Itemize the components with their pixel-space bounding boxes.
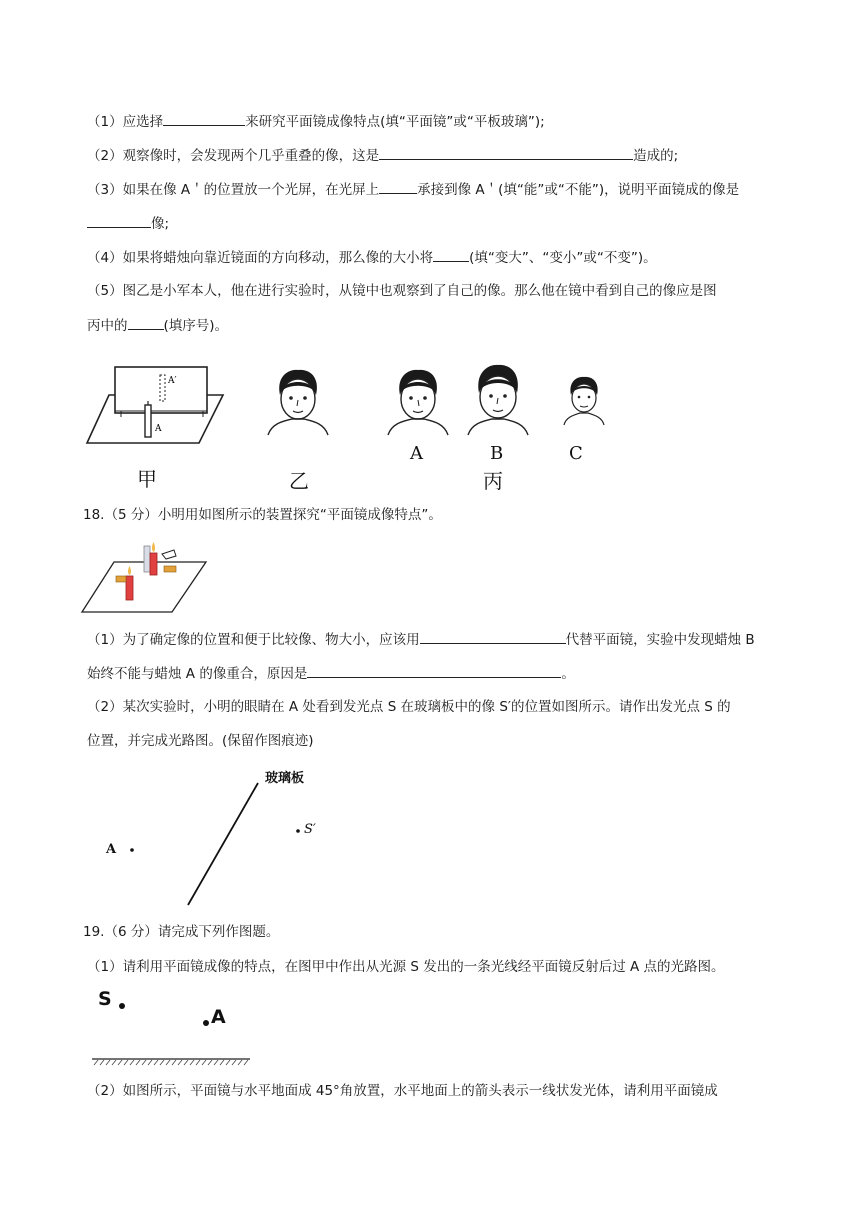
q17-p4-text-b: (填“变大”、“变小”或“不变”)。: [469, 250, 657, 266]
q18-p2-text-b: 位置，并完成光路图。(保留作图痕迹): [87, 733, 314, 749]
q18-p1-text-c: 始终不能与蜡烛 A 的像重合，原因是: [87, 666, 308, 682]
answer-blank[interactable]: [379, 145, 633, 160]
q17-part1: [87, 111, 545, 132]
boy-face-icon: [386, 367, 450, 437]
q17-part3: [87, 179, 739, 200]
fig-label-jia: 甲: [137, 467, 157, 491]
q19-p1-text: （1）请利用平面镜成像的特点，在图甲中作出从光源 S 发出的一条光线经平面镜反射后过 A 点的光路图。: [87, 959, 725, 975]
answer-blank[interactable]: [163, 111, 245, 126]
q17-p2-text-a: （2）观察像时，会发现两个几乎重叠的像，这是: [87, 148, 380, 164]
q18-p2-text-a: （2）某次实验时，小明的眼睛在 A 处看到发光点 S 在玻璃板中的像 S′的位置如图所示。请作出发光点 S 的: [87, 699, 731, 715]
answer-blank[interactable]: [87, 213, 151, 228]
q19-title-text: 19.（6 分）请完成下列作图题。: [83, 924, 280, 940]
face-yi: [266, 367, 330, 437]
face-option-b: [466, 363, 530, 437]
candle-glass-diagram: [80, 538, 210, 614]
q17-p5-text-c: (填序号)。: [163, 318, 229, 334]
face-option-a: [386, 367, 450, 437]
q18-figure-candles: [80, 538, 210, 614]
q17-p3-text-c: 像;: [151, 216, 170, 232]
answer-blank[interactable]: [128, 315, 164, 330]
fig-point-a: A: [155, 424, 162, 434]
glass-plate-label: 玻璃板: [265, 771, 305, 786]
q18-p1-text-a: （1）为了确定像的位置和便于比较像、物大小，应该用: [87, 632, 420, 648]
fig-label-yi: 乙: [289, 469, 309, 493]
q18-part2: [87, 697, 731, 717]
q19-title: [83, 922, 279, 942]
answer-blank[interactable]: [433, 247, 469, 262]
mirror-setup-diagram: [85, 365, 225, 447]
fig-point-a: A: [211, 1006, 226, 1028]
q19-part2: [87, 1081, 718, 1101]
q17-p1-text-a: （1）应选择: [87, 114, 164, 130]
fig-option-c: C: [569, 443, 583, 464]
answer-blank[interactable]: [420, 629, 566, 644]
q19-figure-jia: [90, 985, 260, 1070]
fig-point-s-prime: S′: [304, 822, 316, 837]
q17-part5: [87, 281, 717, 301]
q17-part2: [87, 145, 678, 166]
q19-p2-text: （2）如图所示，平面镜与水平地面成 45°角放置，水平地面上的箭头表示一线状发光体，请利用平面镜成: [87, 1083, 718, 1099]
fig-label-bing: 丙: [483, 469, 503, 493]
fig-point-a-prime: A′: [168, 376, 177, 386]
q18-part1-cont: [87, 663, 575, 684]
q17-part4: [87, 247, 657, 268]
q18-title: [83, 505, 442, 525]
plane-mirror-icon: [90, 985, 260, 1070]
q19-part1: [87, 957, 725, 977]
answer-blank[interactable]: [379, 179, 417, 194]
q17-p4-text-a: （4）如果将蜡烛向靠近镜面的方向移动，那么像的大小将: [87, 250, 434, 266]
fig-point-s: S: [98, 988, 112, 1010]
q17-p5-text-b: 丙中的: [87, 318, 128, 334]
boy-face-icon: [266, 367, 330, 437]
boy-face-icon: [562, 375, 606, 427]
q18-part2-cont: [87, 731, 314, 751]
answer-blank[interactable]: [307, 663, 561, 678]
q17-p3-text-a: （3）如果在像 A＇的位置放一个光屏，在光屏上: [87, 182, 380, 198]
q17-p2-text-b: 造成的;: [633, 148, 679, 164]
fig-option-a: A: [410, 443, 423, 464]
fig-option-b: B: [490, 443, 504, 464]
q18-title-text: 18.（5 分）小明用如图所示的装置探究“平面镜成像特点”。: [83, 507, 442, 523]
face-option-c: [562, 375, 606, 427]
q17-p3-text-b: 承接到像 A＇(填“能”或“不能”)，说明平面镜成的像是: [417, 182, 740, 198]
q18-p1-text-d: 。: [561, 666, 575, 682]
fig-point-a: A: [106, 842, 117, 857]
q17-p1-text-b: 来研究平面镜成像特点(填“平面镜”或“平板玻璃”);: [245, 114, 545, 130]
q17-p5-text-a: （5）图乙是小军本人，他在进行实验时，从镜中也观察到了自己的像。那么他在镜中看到自己的像应是图: [87, 283, 717, 299]
q17-part5-cont: [87, 315, 228, 336]
q18-p1-text-b: 代替平面镜，实验中发现蜡烛 B: [565, 632, 755, 648]
boy-face-icon: [466, 363, 530, 437]
q18-figure-glass: [100, 763, 340, 913]
q17-part3-cont: [87, 213, 169, 234]
q17-figure-jia: [85, 365, 225, 447]
q18-part1: [87, 629, 755, 650]
